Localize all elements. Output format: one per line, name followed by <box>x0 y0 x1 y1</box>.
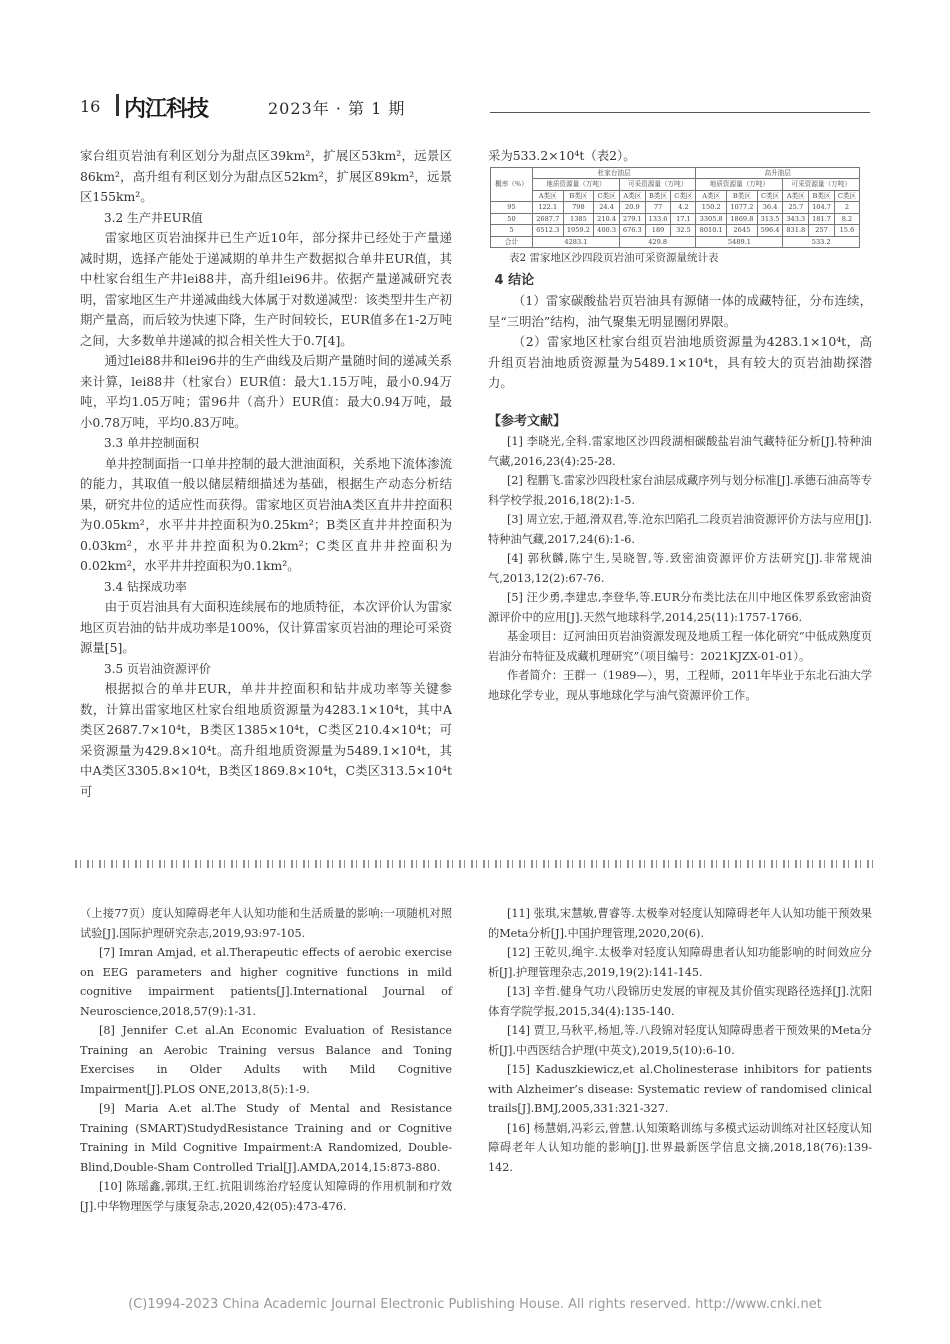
table-class-header: C类区 <box>671 190 696 202</box>
paragraph: 通过lei88井和lei96井的生产曲线及后期产量随时间的递减关系来计算，lei88井（杜家台）EUR值：最大1.15万吨，最小0.94万吨，平均1.05万吨；雷96井（高升）EUR值：最大0.94万吨，最小0.78万吨，平均0.83万吨。 <box>80 353 452 430</box>
table-cell: 24.4 <box>594 202 620 214</box>
section-heading: 3.4 钻探成功率 <box>104 579 187 594</box>
paragraph: 由于页岩油具有大面积连续展布的地质特征，本次评价认为雷家地区页岩油的钻井成功率是100%，仅计算雷家页岩油的理论可采资源量[5]。 <box>80 599 452 655</box>
table-cell: 150.2 <box>696 202 727 214</box>
paragraph: 采为533.2×10⁴t（表2）。 <box>488 148 636 163</box>
table-class-header: A类区 <box>696 190 727 202</box>
table-cell: 17.1 <box>671 213 696 225</box>
table-cell: 257 <box>809 225 835 237</box>
table-cell: 77 <box>645 202 671 214</box>
reference-item: [4] 郭秋麟,陈宁生,吴晓智,等.致密油资源评价方法研究[J].非常规油气,2013,12(2):67-76. <box>488 552 872 585</box>
table-cell: 831.8 <box>783 225 809 237</box>
table-class-header: A类区 <box>532 190 563 202</box>
table-cell: 1385 <box>563 213 594 225</box>
table-cell: 2 <box>834 202 859 214</box>
reference-item: [1] 李晓光,全科.雷家地区沙四段湖相碳酸盐岩油气藏特征分析[J].特种油气藏,2016,23(4):25-28. <box>488 435 872 468</box>
section-heading: 3.3 单井控制面积 <box>104 436 199 450</box>
table-sub-header: 可采资源量（万吨） <box>783 179 860 191</box>
table-class-header: C类区 <box>757 190 783 202</box>
reference-item: [5] 汪少勇,李建忠,李登华,等.EUR分布类比法在川中地区侏罗系致密油资源评价中的应用[J].天然气地球科学,2014,25(11):1757-1766. <box>488 591 872 624</box>
reference-item: （上接77页）度认知障碍老年人认知功能和生活质量的影响:一项随机对照试验[J].国际护理研究杂志,2019,93:97-105. <box>80 907 452 940</box>
table-class-header: B类区 <box>727 190 758 202</box>
table-sub-header: 地质资源量（万吨） <box>696 179 783 191</box>
table-cell: 1077.2 <box>727 202 758 214</box>
table-cell: 4.2 <box>671 202 696 214</box>
resource-table <box>490 167 860 249</box>
author-note: 作者简介：王群一（1989—），男，工程师，2011年毕业于东北石油大学地球化学专业，现从事地球化学与油气资源评价工作。 <box>488 669 872 702</box>
table-class-header: B类区 <box>809 190 835 202</box>
table-cell: 6512.3 <box>532 225 563 237</box>
paragraph: （2）雷家地区杜家台组页岩油地质资源量为4283.1×10⁴t，高升组页岩油地质资源量为5489.1×10⁴t，具有较大的页岩油勘探潜力。 <box>488 334 872 390</box>
bottom-left-references <box>80 904 452 1216</box>
paragraph: 根据拟合的单井EUR，单井井控面积和钻井成功率等关键参数，计算出雷家地区杜家台组地质资源量为4283.1×10⁴t，其中A类区2687.7×10⁴t，B类区1385×10⁴t，C类区210.4×10⁴t；可采资源量为429.8×10⁴t。高升组地质资源量为5489.1×10⁴t，其中A类区3305.8×10⁴t，B类区1869.8×10⁴t，C类区313.5×10⁴t可 <box>80 681 452 799</box>
table-cell: 2645 <box>727 225 758 237</box>
section-heading: 4 结论 <box>494 272 535 288</box>
section-heading: 3.2 生产井EUR值 <box>104 210 203 225</box>
table-cell: 181.7 <box>809 213 835 225</box>
bottom-right-references <box>488 904 872 1177</box>
table-probability: 50 <box>491 213 533 225</box>
table-cell: 279.1 <box>619 213 645 225</box>
table-cell: 596.4 <box>757 225 783 237</box>
table-probability: 5 <box>491 225 533 237</box>
table-class-header: B类区 <box>645 190 671 202</box>
table-cell: 189 <box>645 225 671 237</box>
table-class-header: A类区 <box>783 190 809 202</box>
table-row <box>491 202 860 214</box>
table-cell: 798 <box>563 202 594 214</box>
reference-item: [10] 陈瑶鑫,郭琪,王红.抗阻训练治疗轻度认知障碍的作用机制和疗效[J].中华物理医学与康复杂志,2020,42(05):473-476. <box>80 1180 452 1213</box>
header-divider <box>116 94 119 116</box>
table-group-header: 高升油层 <box>696 167 860 179</box>
table-sub-header: 可采资源量（万吨） <box>619 179 695 191</box>
table-total: 5489.1 <box>696 236 783 248</box>
paragraph: （1）雷家碳酸盐岩页岩油具有源储一体的成藏特征，分布连续，呈“三明治”结构，油气聚集无明显圈闭界限。 <box>488 293 872 329</box>
paragraph: 家台组页岩油有利区划分为甜点区39km²，扩展区53km²，远景区86km²，高升组有利区划分为甜点区52km²，扩展区89km²，远景区155km²。 <box>80 148 452 204</box>
table-cell: 3305.8 <box>696 213 727 225</box>
table-caption: 表2 雷家地区沙四段页岩油可采资源量统计表 <box>509 252 719 264</box>
table-total: 4283.1 <box>532 236 619 248</box>
table-cell: 676.3 <box>619 225 645 237</box>
table-cell: 36.4 <box>757 202 783 214</box>
right-column <box>488 146 872 705</box>
table-class-header: C类区 <box>834 190 859 202</box>
table-class-row <box>491 190 860 202</box>
table-cell: 25.7 <box>783 202 809 214</box>
table-cell: 122.1 <box>532 202 563 214</box>
table-cell: 343.3 <box>783 213 809 225</box>
table-row <box>491 225 860 237</box>
table-cell: 8010.1 <box>696 225 727 237</box>
left-column <box>80 146 452 802</box>
table-cell: 15.6 <box>834 225 859 237</box>
reference-item: [11] 张琪,宋慧敏,曹睿等.太极拳对轻度认知障碍老年人认知功能干预效果的Meta分析[J].中国护理管理,2020,20(6). <box>488 907 872 940</box>
issue-label: 2023年 · 第 1 期 <box>268 99 406 118</box>
paragraph: 雷家地区页岩油探井已生产近10年，部分探井已经处于产量递减时期，选择产能处于递减期的单井生产数据拟合单井EUR值，其中杜家台组生产井lei88井，高升组lei96井。依据产量递减研究表明，雷家地区生产井递减曲线大体属于对数递减型：该类型井生产初期产量高，而后较为快速下降，生产时间较长，EUR值多在1-2万吨之间，大多数单井递减的拟合相关性大于0.7[4]。 <box>80 230 452 348</box>
table-row-header: 概率（%） <box>491 167 533 202</box>
header-rule <box>490 112 870 113</box>
table-cell: 104.7 <box>809 202 835 214</box>
table-row <box>491 213 860 225</box>
table-total: 429.8 <box>619 236 695 248</box>
reference-item: [12] 王乾贝,绳宇.太极拳对轻度认知障碍患者认知功能影响的时间效应分析[J].护理管理杂志,2019,19(2):141-145. <box>488 946 872 979</box>
table-cell: 133.6 <box>645 213 671 225</box>
page-header <box>80 92 870 122</box>
section-heading: 3.5 页岩油资源评价 <box>104 661 211 676</box>
reference-item: [9] Maria A.et al.The Study of Mental and Resistance Training (SMART)StudydResistance Training and or Cognitive Training in Mild Cognitive Impairment:A Randomized, Double-Blind,Double-Sham Controlled Trial[J].AMDA,2014,15:873-880. <box>80 1102 452 1174</box>
table-cell: 1959.2 <box>563 225 594 237</box>
reference-item: [16] 杨慧娟,冯彩云,曾慧.认知策略训练与多模式运动训练对社区轻度认知障碍老年人认知功能的影响[J].世界最新医学信息文摘,2018,18(76):139-142. <box>488 1121 872 1174</box>
journal-logo: 内江科技 <box>124 96 209 122</box>
reference-item: [8] Jennifer C.et al.An Economic Evaluation of Resistance Training an Aerobic Training versus Balance and Toning Exercises in Older Adults with Mild Cognitive Impairment[J].PLOS ONE,2013,8(5):1-9. <box>80 1024 452 1096</box>
table-probability: 95 <box>491 202 533 214</box>
reference-item: [2] 程鹏飞.雷家沙四段杜家台油层成藏序列与划分标准[J].承德石油高等专科学校学报,2016,18(2):1-5. <box>488 474 872 507</box>
reference-item: [3] 周立宏,于超,滑双君,等.沧东凹陷孔二段页岩油资源评价方法与应用[J].特种油气藏,2017,24(6):1-6. <box>488 513 872 546</box>
copyright-footer: (C)1994-2023 China Academic Journal Electronic Publishing House. All rights reserved. http://www.cnki.net <box>128 1297 822 1312</box>
fund-note: 基金项目：辽河油田页岩油资源发现及地质工程一体化研究“中低成熟度页岩油分布特征及成藏机理研究”（项目编号：2021KJZX-01-01）。 <box>488 630 872 663</box>
table-sub-header: 地质资源量（万吨） <box>532 179 619 191</box>
table-class-header: A类区 <box>619 190 645 202</box>
table-class-header: C类区 <box>594 190 620 202</box>
table-cell: 20.9 <box>619 202 645 214</box>
table-cell: 210.4 <box>594 213 620 225</box>
table-group-header: 杜家台油层 <box>532 167 695 179</box>
reference-item: [13] 辛哲.健身气功八段锦历史发展的审视及其价值实现路径选择[J].沈阳体育学院学报,2015,34(4):135-140. <box>488 985 872 1018</box>
table-total: 533.2 <box>783 236 860 248</box>
section-divider <box>75 860 875 868</box>
table-cell: 32.5 <box>671 225 696 237</box>
table-total-label: 合计 <box>491 236 533 248</box>
references-heading: 【参考文献】 <box>488 413 567 429</box>
reference-item: [7] Imran Amjad, et al.Therapeutic effects of aerobic exercise on EEG parameters and higher cognitive functions in mild cognitive impairment patients[J].International Journal of Neuroscience,2018,57(9):1-31. <box>80 946 452 1018</box>
table-cell: 8.2 <box>834 213 859 225</box>
reference-item: [15] Kaduszkiewicz,et al.Cholinesterase inhibitors for patients with Alzheimer’s disease: Systematic review of randomised clinical trails[J].BMJ,2005,331:321-327. <box>488 1063 872 1115</box>
table-cell: 313.5 <box>757 213 783 225</box>
page-number: 16 <box>80 97 101 116</box>
reference-item: [14] 贾卫,马秋平,杨旭,等.八段锦对轻度认知障碍患者干预效果的Meta分析[J].中西医结合护理(中英文),2019,5(10):6-10. <box>488 1024 872 1057</box>
table-cell: 2687.7 <box>532 213 563 225</box>
table-cell: 1869.8 <box>727 213 758 225</box>
table-cell: 400.3 <box>594 225 620 237</box>
paragraph: 单井控制面指一口单井控制的最大泄油面积，关系地下流体渗流的能力，其取值一般以储层精细描述为基础，根据生产动态分析结果，研究井位的适应性而获得。雷家地区页岩油A类区直井井控面积为0.05km²，水平井井控面积为0.25km²；B类区直井井控面积为0.03km²，水平井井控面积为0.2km²；C类区直井井控面积为0.02km²，水平井井控面积为0.1km²。 <box>80 455 452 573</box>
table-class-header: B类区 <box>563 190 594 202</box>
